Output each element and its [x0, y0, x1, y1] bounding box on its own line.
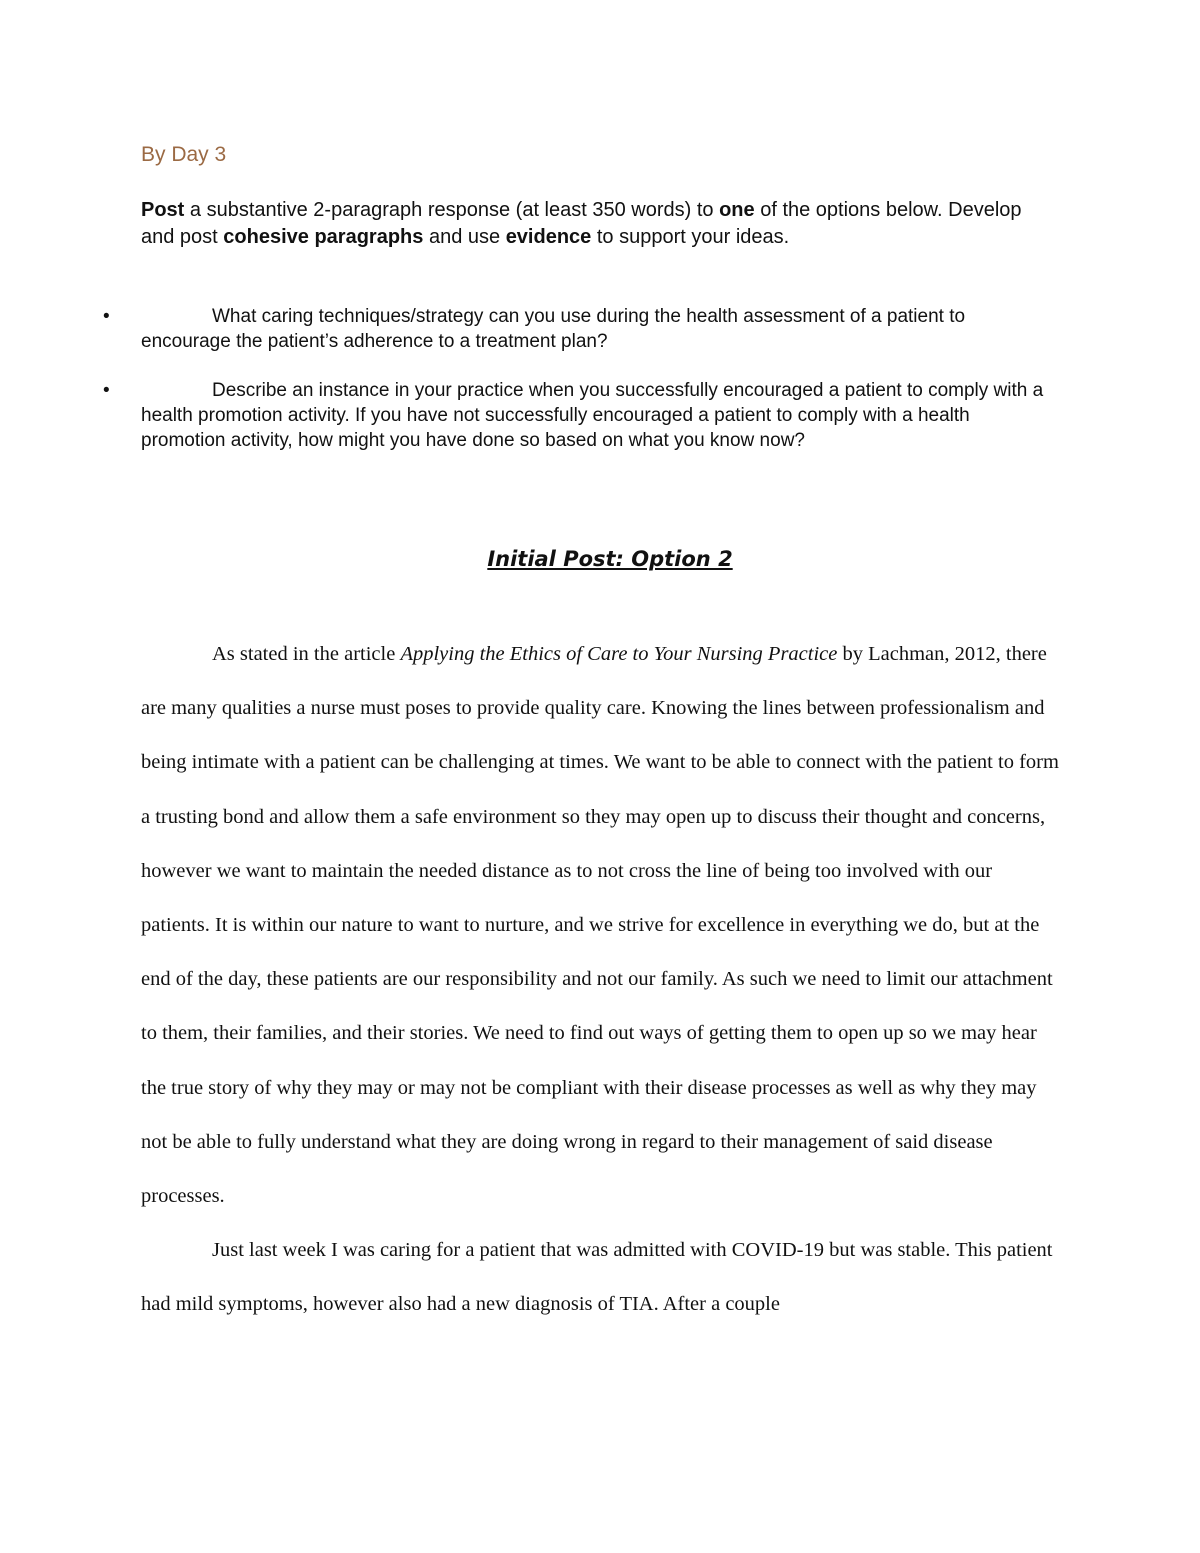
evidence-keyword: evidence: [505, 226, 592, 248]
bullet-icon: •: [103, 380, 110, 401]
instructions-text-1: a substantive 2-paragraph response (at least 350 words) to: [184, 199, 720, 221]
post-title: Initial Post: Option 2: [487, 547, 733, 571]
one-keyword: one: [719, 199, 755, 221]
essay-paragraph-2: Just last week I was caring for a patient that was admitted with COVID-19 but was stable. This patient had mild symptoms, however also had a new diagnosis of TIA. After a couple: [141, 1239, 1053, 1316]
option-text-2: Describe an instance in your practice when you successfully encouraged a patient to comply with a health promotion activity. If you have not successfully encouraged a patient to comply with a health promotion activity, how might you have done so based on what you know now?: [141, 380, 1044, 451]
article-title: Applying the Ethics of Care to Your Nursing Practice: [400, 643, 838, 665]
options-list: [0, 304, 1200, 453]
post-keyword: Post: [141, 199, 185, 221]
instructions-text-2: of the options below. Develop and post: [141, 199, 1022, 248]
option-text-1: What caring techniques/strategy can you use during the health assessment of a patient to encourage the patient’s adherence to a treatment plan?: [141, 306, 966, 352]
paragraph-1-intro: As stated in the article: [212, 643, 401, 665]
paragraph-1-body: by Lachman, 2012, there are many qualities a nurse must poses to provide quality care. Knowing the lines between professionalism and being intimate with a patient can be challenging at times. We want to be able to connect with the patient to form a trusting bond and allow them a safe environment so they may open up to discuss their thought and concerns, however we want to maintain the needed distance as to not cross the line of being too involved with our patients. It is within our nature to want to nurture, and we strive for excellence in everything we do, but at the end of the day, these patients are our responsibility and not our family. As such we need to limit our attachment to them, their families, and their stories. We need to find out ways of getting them to open up so we may hear the true story of why they may or may not be compliant with their disease processes as well as why they may not be able to fully understand what they are doing wrong in regard to their management of said disease processes.: [141, 643, 1059, 1208]
essay-body: [141, 627, 1066, 1332]
day-heading: By Day 3: [141, 143, 227, 166]
option-item-1: [0, 304, 1200, 354]
cohesive-paragraphs-keyword: cohesive paragraphs: [223, 226, 424, 248]
essay-paragraph-1: [141, 627, 1066, 1223]
assignment-instructions: [141, 197, 1046, 251]
option-item-2: [0, 378, 1200, 453]
instructions-text-3: and use: [423, 226, 506, 248]
bullet-icon: •: [103, 306, 110, 327]
instructions-text-4: to support your ideas.: [591, 226, 790, 248]
